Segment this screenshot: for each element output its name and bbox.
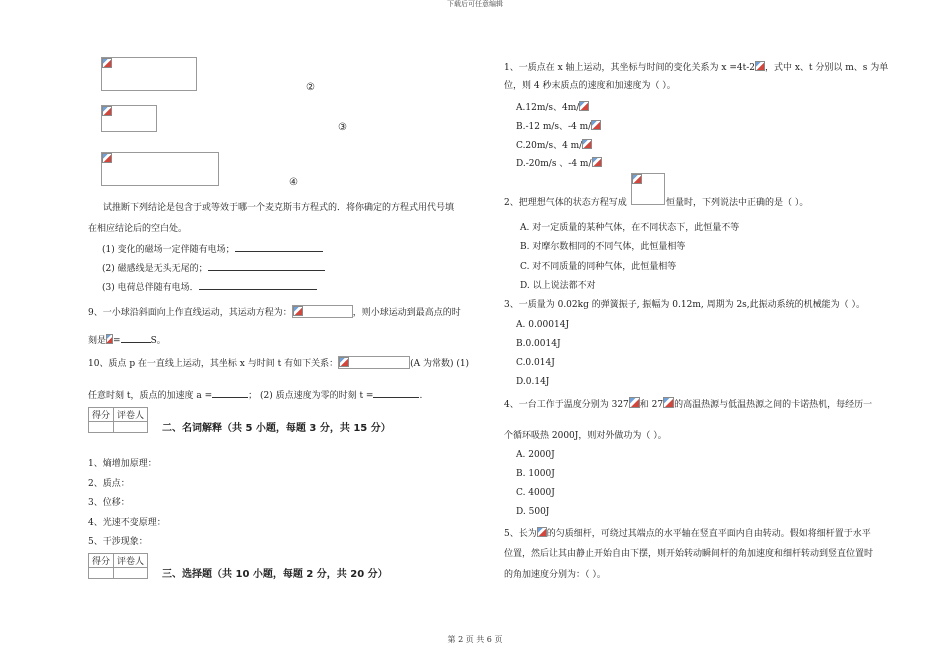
- q4-option-a[interactable]: A. 2000J: [516, 450, 555, 460]
- q4-option-c[interactable]: C. 4000J: [516, 488, 555, 498]
- q1-option-a[interactable]: A.12m/s、4m/: [516, 101, 589, 114]
- image-placeholder-icon: [102, 58, 112, 68]
- answer-blank[interactable]: [212, 389, 248, 398]
- score-label: 得分: [89, 408, 114, 422]
- image-placeholder-icon: [591, 120, 601, 130]
- score-table: [88, 407, 148, 433]
- question-3: 3、一质量为 0.02kg 的弹簧振子, 振幅为 0.12m, 周期为 2s,此振动系统的机械能为（ ）。: [504, 300, 866, 310]
- question-5-line2: 位置，然后让其由静止开始自由下摆，则开始转动瞬间杆的角加速度和细杆转动到竖直位置时: [504, 549, 874, 559]
- question-2-text-b: 恒量时，下列说法中正确的是（ ）。: [666, 198, 809, 208]
- maxwell-intro-line2: 在相应结论后的空白处。: [88, 224, 188, 234]
- score-table: [88, 553, 148, 579]
- image-placeholder-icon: [755, 61, 765, 71]
- grader-label: 评卷人: [114, 554, 148, 568]
- question-5-line3: 的角加速度分别为：（ ）。: [504, 570, 606, 580]
- answer-blank[interactable]: [199, 281, 317, 290]
- question-9-line2: 刻是 = S。: [88, 336, 166, 346]
- page-footer: 第 2 页 共 6 页: [447, 635, 503, 644]
- answer-blank[interactable]: [235, 243, 323, 252]
- image-placeholder-icon: [629, 397, 640, 408]
- maxwell-item-3: (3) 电荷总伴随有电场．: [102, 281, 317, 294]
- q1-option-c[interactable]: C.20m/s、4 m/: [516, 139, 592, 152]
- image-placeholder-icon: [293, 306, 303, 316]
- q3-option-a[interactable]: A. 0.00014J: [516, 320, 570, 330]
- equation-number-4: ④: [289, 177, 298, 188]
- score-cell[interactable]: [89, 422, 114, 433]
- equation-number-2: ②: [306, 82, 315, 93]
- answer-blank[interactable]: [208, 262, 325, 271]
- question-1-line1: 1、一质点在 x 轴上运动，其坐标与时间的变化关系为 x =4t-2 ，式中 x、t 分别以 m、s 为单: [504, 63, 889, 73]
- maxwell-item-2: (2) 磁感线是无头无尾的；: [102, 262, 325, 275]
- question-4-line1: 4、一台工作于温度分别为 327 和 27 的高温热源与低温热源之间的卡诺热机，每经历一: [504, 397, 872, 411]
- formula-image-q10: [338, 356, 410, 369]
- q2-option-a[interactable]: A. 对一定质量的某种气体，在不同状态下，此恒量不等: [520, 223, 740, 233]
- section-2-title: 二、名词解释（共 5 小题，每题 3 分，共 15 分）: [162, 423, 391, 434]
- term-1: 1、熵增加原理：: [88, 459, 157, 469]
- answer-blank[interactable]: [373, 389, 419, 398]
- grader-label: 评卷人: [114, 408, 148, 422]
- q2-option-b[interactable]: B. 对摩尔数相同的不同气体，此恒量相等: [520, 242, 686, 252]
- q3-option-c[interactable]: C.0.014J: [516, 358, 555, 368]
- question-2-text-a: 2、把理想气体的状态方程写成: [504, 198, 627, 208]
- q1-option-d[interactable]: D.-20m/s 、-4 m/: [516, 157, 602, 170]
- q2-option-c[interactable]: C. 对不同质量的同种气体，此恒量相等: [520, 262, 677, 272]
- formula-image-3: [101, 152, 219, 186]
- image-placeholder-icon: [537, 527, 547, 537]
- image-placeholder-icon: [663, 397, 674, 408]
- section-3-title: 三、选择题（共 10 小题，每题 2 分，共 20 分）: [162, 569, 388, 580]
- image-placeholder-icon: [106, 334, 113, 344]
- image-placeholder-icon: [339, 357, 349, 367]
- term-3: 3、位移：: [88, 498, 130, 508]
- question-1-line2: 位，则 4 秒末质点的速度和加速度为（ ）。: [504, 81, 676, 91]
- image-placeholder-icon: [579, 101, 589, 111]
- answer-blank[interactable]: [121, 334, 151, 343]
- term-2: 2、质点：: [88, 479, 130, 489]
- image-placeholder-icon: [102, 153, 112, 163]
- q1-option-b[interactable]: B.-12 m/s、-4 m/: [516, 120, 601, 133]
- question-9-line1: 9、一小球沿斜面向上作直线运动，其运动方程为： ，则小球运动到最高点的时: [88, 305, 461, 319]
- maxwell-item-1: (1) 变化的磁场一定伴随有电场；: [102, 243, 323, 256]
- q3-option-b[interactable]: B.0.0014J: [516, 339, 561, 349]
- q4-option-b[interactable]: B. 1000J: [516, 469, 555, 479]
- image-placeholder-icon: [632, 174, 642, 184]
- question-5-line1: 5、长为 的匀质细杆，可绕过其端点的水平轴在竖直平面内自由转动。假如将细杆置于水平: [504, 529, 871, 539]
- image-placeholder-icon: [592, 157, 602, 167]
- question-10-line1: 10、质点 p 在一直线上运动，其坐标 x 与时间 t 有如下关系： (A 为常数) (1): [88, 356, 469, 370]
- question-10-line2: 任意时刻 t，质点的加速度 a = ； (2) 质点速度为零的时刻 t = .: [88, 391, 423, 401]
- grader-cell[interactable]: [114, 422, 148, 433]
- q4-option-d[interactable]: D. 500J: [516, 507, 550, 517]
- grader-cell[interactable]: [114, 568, 148, 579]
- score-label: 得分: [89, 554, 114, 568]
- formula-image-1: [101, 57, 197, 91]
- formula-image-q9: [292, 305, 353, 318]
- formula-image-q2: [631, 173, 665, 205]
- q3-option-d[interactable]: D.0.14J: [516, 377, 550, 387]
- maxwell-intro-line1: 试推断下列结论是包含于或等效于哪一个麦克斯韦方程式的．将你确定的方程式用代号填: [103, 203, 455, 213]
- equation-number-3: ③: [338, 122, 347, 133]
- term-5: 5、干涉现象：: [88, 537, 148, 547]
- score-cell[interactable]: [89, 568, 114, 579]
- image-placeholder-icon: [582, 139, 592, 149]
- q2-option-d[interactable]: D. 以上说法都不对: [520, 281, 596, 291]
- page-header: 下载后可任意编辑: [447, 0, 503, 8]
- image-placeholder-icon: [102, 106, 112, 116]
- question-4-line2: 个循环吸热 2000J，则对外做功为（ ）。: [504, 431, 667, 441]
- term-4: 4、光速不变原理：: [88, 518, 166, 528]
- formula-image-2: [101, 105, 157, 132]
